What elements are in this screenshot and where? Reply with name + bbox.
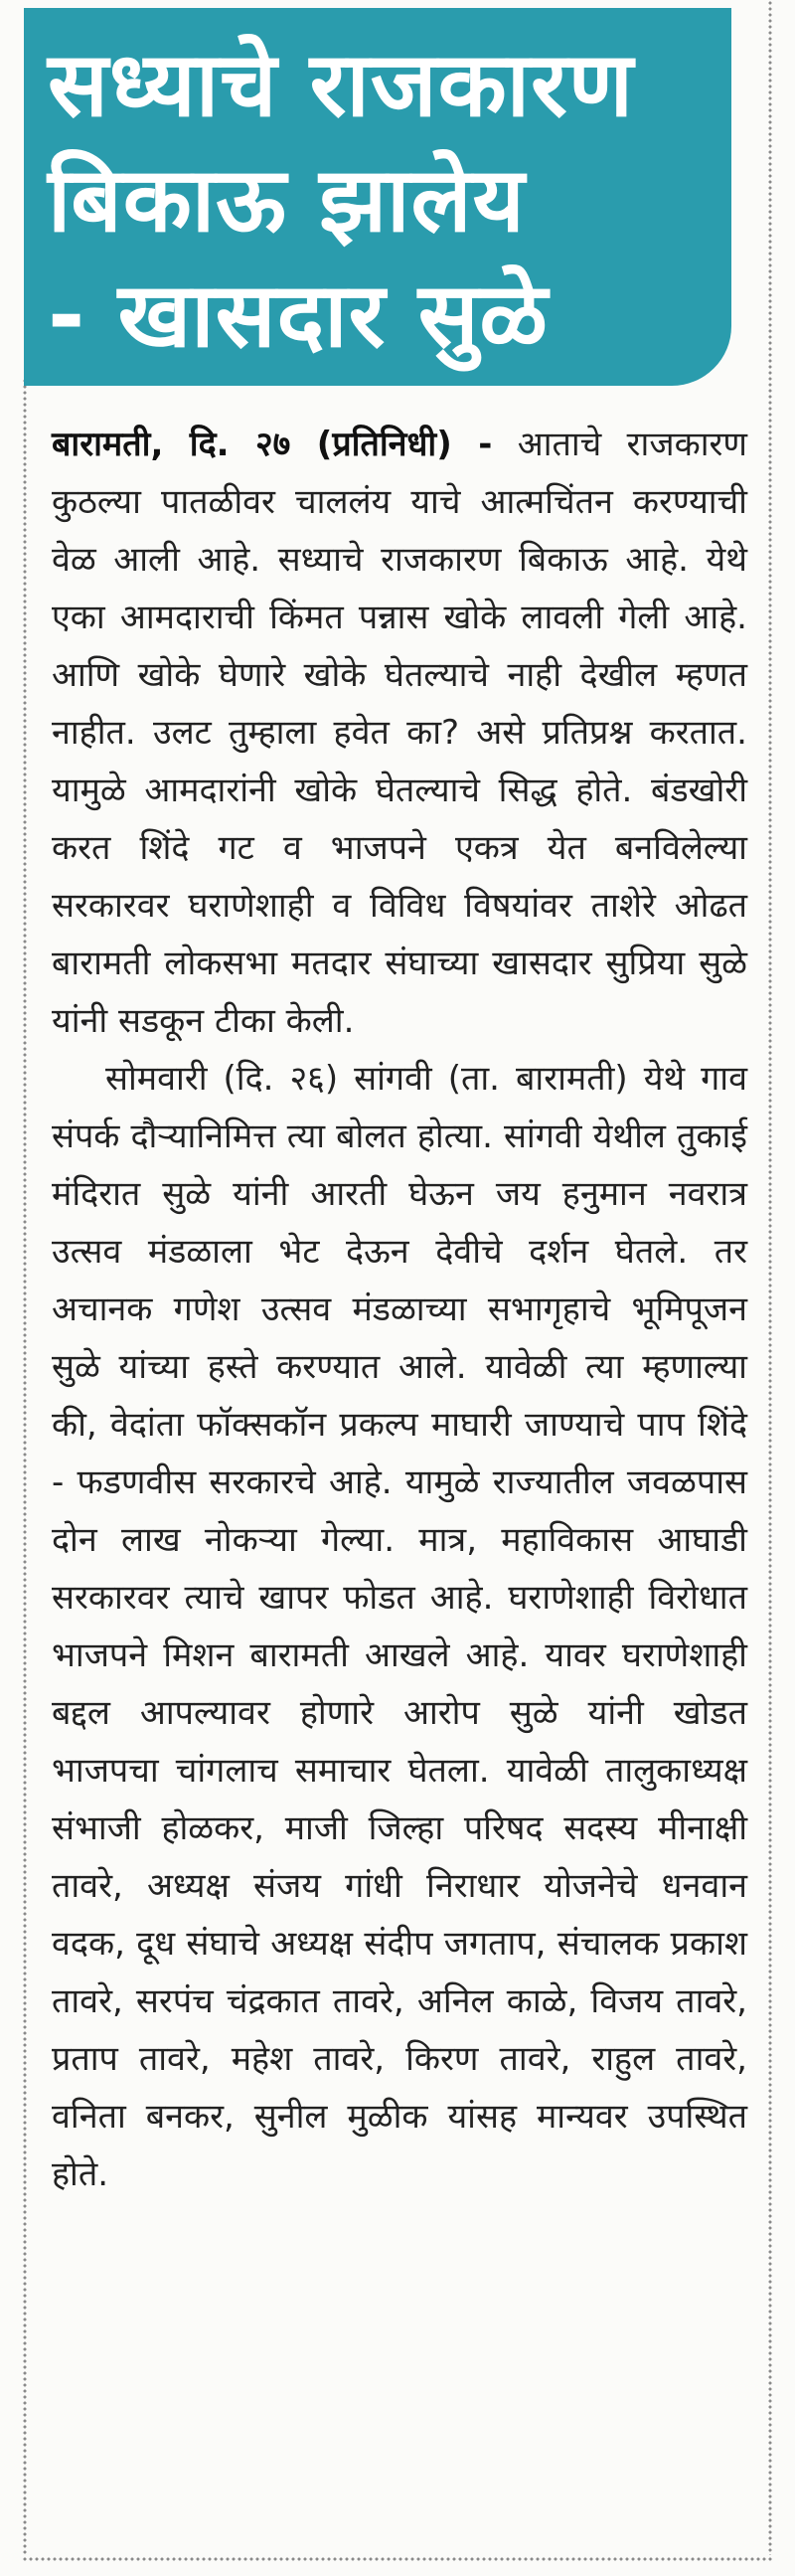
- headline-line-1: सध्याचे राजकारण: [48, 33, 634, 137]
- headline-banner: [24, 8, 731, 386]
- dotted-border-bottom: [22, 2556, 773, 2562]
- paragraph-1-text: आताचे राजकारण कुठल्या पातळीवर चाललंय याचे आत्मचिंतन करण्याची वेळ आली आहे. सध्याचे राजकारण बिकाऊ आहे. येथे एका आमदाराची किंमत पन्नास खोके लावली गेली आहे. आणि खोके घेणारे खोके घेतल्याचे नाही देखील म्हणत नाहीत. उलट तुम्हाला हवेत का? असे प्रतिप्रश्न करतात. यामुळे आमदारांनी खोके घेतल्याचे सिद्ध होते. बंडखोरी करत शिंदे गट व भाजपने एकत्र येत बनविलेल्या सरकारवर घराणेशाही व विविध विषयांवर ताशेरे ओढत बारामती लोकसभा मतदार संघाच्या खासदार सुप्रिया सुळे यांनी सडकून टीका केली.: [52, 425, 748, 1041]
- headline-line-2: बिकाऊ झालेय: [48, 148, 526, 253]
- article-paragraph-1: [52, 416, 747, 1050]
- dotted-border-right: [767, 0, 773, 2555]
- dotted-border-left: [22, 378, 28, 2555]
- article-body: [52, 416, 747, 2203]
- dateline: बारामती, दि. २७ (प्रतिनिधी) -: [52, 425, 493, 464]
- article-paragraph-2: सोमवारी (दि. २६) सांगवी (ता. बारामती) येथे गाव संपर्क दौऱ्यानिमित्त त्या बोलत होत्या. सांगवी येथील तुकाई मंदिरात सुळे यांनी आरती घेऊन जय हनुमान नवरात्र उत्सव मंडळाला भेट देऊन देवीचे दर्शन घेतले. तर अचानक गणेश उत्सव मंडळाच्या सभागृहाचे भूमिपूजन सुळे यांच्या हस्ते करण्यात आले. यावेळी त्या म्हणाल्या की, वेदांता फॉक्सकॉन प्रकल्प माघारी जाण्याचे पाप शिंदे - फडणवीस सरकारचे आहे. यामुळे राज्यातील जवळपास दोन लाख नोकऱ्या गेल्या. मात्र, महाविकास आघाडी सरकारवर त्याचे खापर फोडत आहे. घराणेशाही विरोधात भाजपने मिशन बारामती आखले आहे. यावर घराणेशाही बद्दल आपल्यावर होणारे आरोप सुळे यांनी खोडत भाजपचा चांगलाच समाचार घेतला. यावेळी तालुकाध्यक्ष संभाजी होळकर, माजी जिल्हा परिषद सदस्य मीनाक्षी तावरे, अध्यक्ष संजय गांधी निराधार योजनेचे धनवान वदक, दूध संघाचे अध्यक्ष संदीप जगताप, संचालक प्रकाश तावरे, सरपंच चंद्रकात तावरे, अनिल काळे, विजय तावरे, प्रताप तावरे, महेश तावरे, किरण तावरे, राहुल तावरे, वनिता बनकर, सुनील मुळीक यांसह मान्यवर उपस्थित होते.: [52, 1059, 747, 2194]
- headline-line-3: - खासदार सुळे: [48, 263, 549, 368]
- headline: [48, 28, 733, 374]
